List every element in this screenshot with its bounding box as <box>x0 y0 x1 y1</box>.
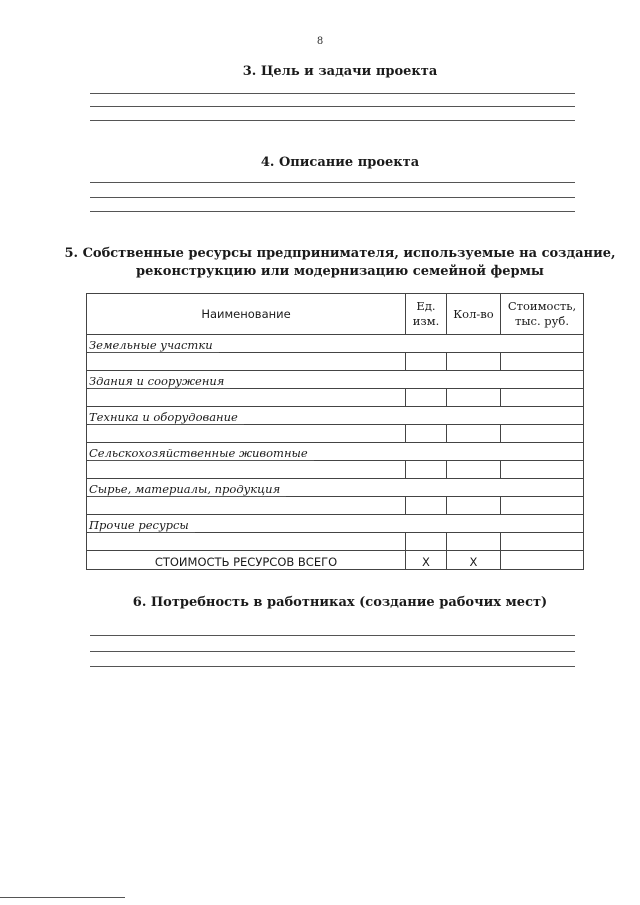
category-other: Прочие ресурсы <box>89 518 195 533</box>
category-row <box>87 371 584 389</box>
resources-table <box>86 293 584 570</box>
table-row <box>87 353 584 371</box>
category-animals: Сельскохозяйственные животные <box>89 446 314 461</box>
header-qty: Кол-во <box>447 294 501 335</box>
total-unit: Х <box>406 551 447 570</box>
header-name: Наименование <box>87 294 406 335</box>
workers-line-1 <box>90 635 575 636</box>
goals-line-2 <box>90 106 575 107</box>
total-row <box>87 551 584 570</box>
category-materials: Сырье, материалы, продукция <box>89 482 286 497</box>
category-buildings: Здания и сооружения <box>89 374 230 389</box>
category-row <box>87 335 584 353</box>
section-resources-title-1: 5. Собственные ресурсы предпринимателя, используемые на создание, <box>64 246 616 261</box>
workers-line-2 <box>90 651 575 652</box>
table-row <box>87 461 584 479</box>
description-line-3 <box>90 211 575 212</box>
section-description-title: 4. Описание проекта <box>260 155 420 170</box>
category-equipment: Техника и оборудование <box>89 410 244 425</box>
section-resources-title-2: реконструкцию или модернизацию семейной фермы <box>136 264 544 279</box>
section-goals-title: 3. Цель и задачи проекта <box>242 64 438 79</box>
workers-line-3 <box>90 666 575 667</box>
total-qty: Х <box>447 551 501 570</box>
total-cost[interactable] <box>501 551 584 570</box>
table-row <box>87 389 584 407</box>
header-cost: Стоимость, тыс. руб. <box>501 294 584 335</box>
category-row <box>87 515 584 533</box>
goals-line-3 <box>90 120 575 121</box>
table-row <box>87 497 584 515</box>
table-row <box>87 425 584 443</box>
page-number: 8 <box>316 36 324 47</box>
table-row <box>87 533 584 551</box>
header-unit: Ед. изм. <box>406 294 447 335</box>
section-workers-title: 6. Потребность в работниках (создание рабочих мест) <box>132 595 548 610</box>
table-header-row <box>87 294 584 335</box>
category-row <box>87 407 584 425</box>
total-label: СТОИМОСТЬ РЕСУРСОВ ВСЕГО <box>87 551 406 570</box>
footnote-rule <box>0 897 125 898</box>
description-line-2 <box>90 197 575 198</box>
category-row <box>87 443 584 461</box>
category-row <box>87 479 584 497</box>
goals-line-1 <box>90 93 575 94</box>
category-land: Земельные участки <box>89 338 219 353</box>
description-line-1 <box>90 182 575 183</box>
